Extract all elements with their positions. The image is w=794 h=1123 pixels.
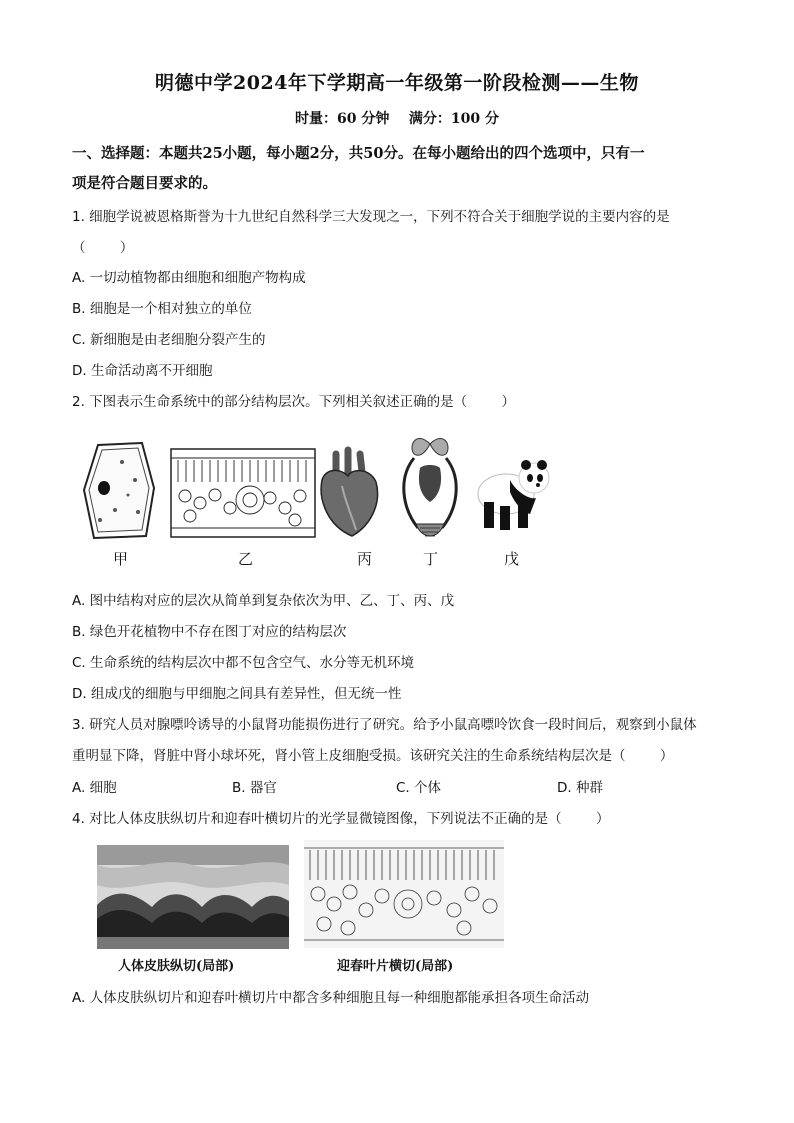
question-2-option-c: C. 生命系统的结构层次中都不包含空气、水分等无机环境 [72, 655, 415, 671]
question-3-option-c: C. 个体 [396, 780, 442, 796]
question-4-option-a: A. 人体皮肤纵切片和迎春叶横切片中都含多种细胞且每一种细胞都能承担各项生命活动 [72, 990, 590, 1006]
question-1-stem-bracket: （ ） [72, 240, 134, 256]
question-3-option-a: A. 细胞 [72, 780, 117, 796]
figure-label-bing: 丙 [357, 550, 373, 568]
skin-section-caption: 人体皮肤纵切(局部) [118, 959, 235, 974]
figure-label-ding: 丁 [423, 550, 439, 568]
question-1-option-b: B. 细胞是一个相对独立的单位 [72, 301, 252, 317]
question-2-option-b: B. 绿色开花植物中不存在图丁对应的结构层次 [72, 624, 347, 640]
section-heading-line2: 项是符合题目要求的。 [72, 175, 217, 192]
question-2-option-d: D. 组成戊的细胞与甲细胞之间具有差异性，但无统一性 [72, 686, 402, 702]
question-3-option-b: B. 器官 [232, 780, 277, 796]
skin-section-micrograph [97, 845, 289, 949]
plant-cell-figure [80, 440, 160, 540]
figure-label-jia: 甲 [113, 550, 129, 568]
leaf-tissue-figure [170, 448, 316, 538]
question-3-stem-line1: 3. 研究人员对腺嘌呤诱导的小鼠肾功能损伤进行了研究。给予小鼠高嘌呤饮食一段时间后，观察到小鼠体 [72, 717, 697, 733]
circulatory-system-figure [398, 428, 462, 546]
panda-figure [470, 452, 552, 532]
question-2-stem: 2. 下图表示生命系统中的部分结构层次。下列相关叙述正确的是（ ） [72, 394, 516, 410]
section-heading-line1: 一、选择题：本题共25小题，每小题2分，共50分。在每小题给出的四个选项中，只有一 [72, 145, 645, 162]
leaf-section-caption: 迎春叶片横切(局部) [337, 959, 454, 974]
question-2-option-a: A. 图中结构对应的层次从简单到复杂依次为甲、乙、丁、丙、戊 [72, 593, 455, 609]
heart-figure [312, 446, 386, 538]
page-title: 明德中学2024年下学期高一年级第一阶段检测——生物 [155, 72, 639, 94]
question-1-option-c: C. 新细胞是由老细胞分裂产生的 [72, 332, 266, 348]
question-3-option-d: D. 种群 [557, 780, 603, 796]
exam-info: 时量：60 分钟 满分：100 分 [295, 111, 499, 127]
leaf-section-micrograph [304, 840, 504, 948]
question-1-stem: 1. 细胞学说被恩格斯誉为十九世纪自然科学三大发现之一，下列不符合关于细胞学说的主要内容的是 [72, 209, 670, 225]
figure-label-yi: 乙 [238, 550, 254, 568]
question-3-stem-line2: 重明显下降，肾脏中肾小球坏死，肾小管上皮细胞受损。该研究关注的生命系统结构层次是（ ） [72, 748, 674, 764]
question-1-option-a: A. 一切动植物都由细胞和细胞产物构成 [72, 270, 306, 286]
question-4-stem: 4. 对比人体皮肤纵切片和迎春叶横切片的光学显微镜图像，下列说法不正确的是（ ） [72, 811, 610, 827]
question-1-option-d: D. 生命活动离不开细胞 [72, 363, 213, 379]
figure-label-wu: 戊 [504, 550, 520, 568]
